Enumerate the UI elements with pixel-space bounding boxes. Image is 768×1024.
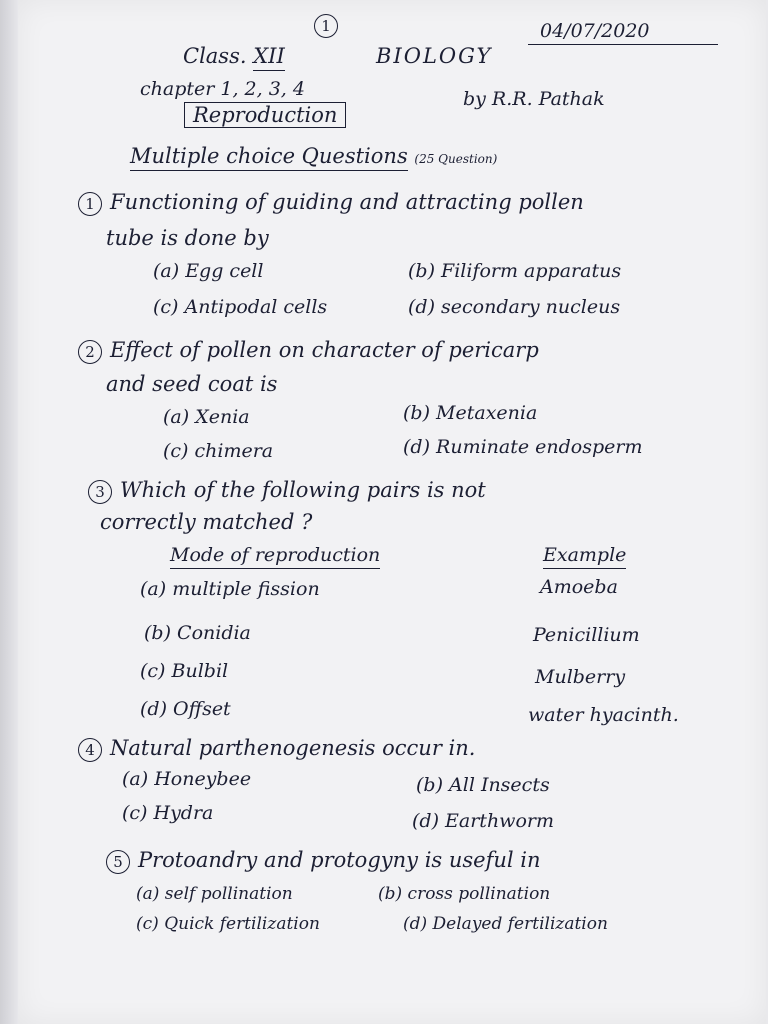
date: 04/07/2020 xyxy=(540,20,650,42)
column-header-example xyxy=(543,544,626,566)
topic xyxy=(184,103,346,127)
question-text: Natural parthenogenesis occur in. xyxy=(110,736,476,760)
question-count: (25 Question) xyxy=(414,152,498,166)
question-2 xyxy=(78,338,539,364)
question-4 xyxy=(78,736,475,762)
section-title xyxy=(130,144,497,168)
question-number: 2 xyxy=(78,340,102,364)
question-text: Which of the following pairs is not xyxy=(120,478,486,502)
option-b: (b) cross pollination xyxy=(378,884,551,904)
option-c: (c) Quick fertilization xyxy=(136,914,320,934)
question-number: 4 xyxy=(78,738,102,762)
option-b: (b) Filiform apparatus xyxy=(408,260,622,282)
author: by R.R. Pathak xyxy=(463,88,605,110)
topic-box: Reproduction xyxy=(184,102,346,128)
match-row-mode: (c) Bulbil xyxy=(140,660,229,682)
option-c: (c) chimera xyxy=(163,440,274,462)
option-c: (c) Antipodal cells xyxy=(153,296,328,318)
option-a: (a) Honeybee xyxy=(122,768,252,790)
question-text: Functioning of guiding and attracting pollen xyxy=(110,190,584,214)
question-text: Effect of pollen on character of pericarp xyxy=(110,338,539,362)
match-row-example: Mulberry xyxy=(535,666,626,688)
column-header-example-text: Example xyxy=(543,544,626,569)
notebook-page xyxy=(18,0,766,1024)
option-d: (d) Ruminate endosperm xyxy=(403,436,643,458)
question-number: 3 xyxy=(88,480,112,504)
match-row-example: Amoeba xyxy=(540,576,618,598)
page-number: 1 xyxy=(314,14,346,38)
option-b: (b) Metaxenia xyxy=(403,402,538,424)
column-header-mode-text: Mode of reproduction xyxy=(170,544,380,569)
question-1 xyxy=(78,190,584,216)
match-row-mode: (b) Conidia xyxy=(144,622,251,644)
chapters: chapter 1, 2, 3, 4 xyxy=(140,78,305,100)
subject: BIOLOGY xyxy=(376,44,493,68)
question-3 xyxy=(88,478,486,504)
match-row-example: water hyacinth. xyxy=(528,704,679,726)
option-a: (a) self pollination xyxy=(136,884,293,904)
question-number: 1 xyxy=(78,192,102,216)
option-d: (d) secondary nucleus xyxy=(408,296,621,318)
date-underline xyxy=(528,44,718,45)
column-header-mode xyxy=(170,544,380,566)
match-row-mode: (d) Offset xyxy=(140,698,231,720)
question-3-line2: correctly matched ? xyxy=(100,510,313,534)
question-number: 5 xyxy=(106,850,130,874)
paper-edge-shadow xyxy=(0,0,18,1024)
option-b: (b) All Insects xyxy=(416,774,550,796)
question-5 xyxy=(106,848,541,874)
match-row-mode: (a) multiple fission xyxy=(140,578,320,600)
class-label-text: Class. xyxy=(183,44,247,68)
question-2-line2: and seed coat is xyxy=(106,372,278,396)
question-text: Protoandry and protogyny is useful in xyxy=(138,848,541,872)
option-a: (a) Egg cell xyxy=(153,260,264,282)
question-1-line2: tube is done by xyxy=(106,226,269,250)
option-a: (a) Xenia xyxy=(163,406,250,428)
match-row-example: Penicillium xyxy=(533,624,640,646)
option-d: (d) Earthworm xyxy=(412,810,554,832)
option-d: (d) Delayed fertilization xyxy=(403,914,608,934)
option-c: (c) Hydra xyxy=(122,802,214,824)
section-title-text: Multiple choice Questions xyxy=(130,144,408,171)
class-label xyxy=(183,44,285,68)
class-value: XII xyxy=(253,44,285,71)
